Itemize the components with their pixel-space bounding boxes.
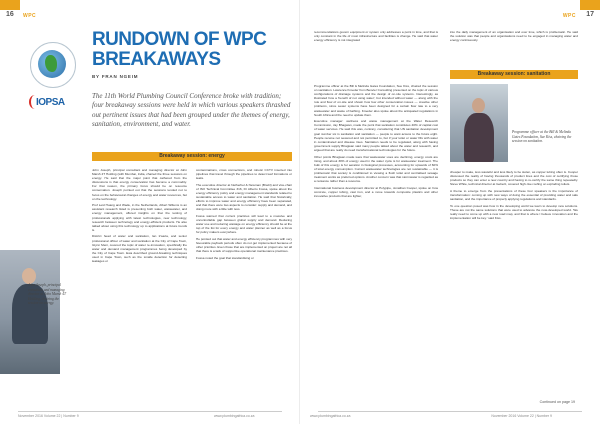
article-title	[92, 30, 292, 79]
section-header-sanitation-label: Breakaway session: sanitation	[477, 71, 551, 77]
paragraph: Executive manager: wellness and waste management at the Water Research Commission, Jay Bhagwan, made the point that sanitation constitutes 40% of capital cost of water services. He said this was, contrary, considering that UN sanitation development goal number six is sanitation and sanitation — people to want access to the future eight. People receive not sewered and not permitted to, but if your toilet or water fills with water in contaminated and disease rises. Sanitation needs to be regulated, along with having government supply Bhagwan said many people talked about the water and research, and argued that are really do need transformational technologies for the future.	[314, 119, 438, 152]
page-number-left: 16	[6, 11, 14, 18]
footer-rule-left	[18, 411, 282, 412]
right-column-1	[314, 84, 438, 200]
iopsa-logo-text: IOPSA	[36, 97, 65, 108]
right-top-column-2	[450, 30, 578, 45]
paragraph: contaminations, cross connections, and robotic CCTV inserted into pipelines that travel through the pipelines to detect leaf formations or leaks.	[196, 168, 292, 181]
page-tab-right	[580, 0, 600, 10]
photo-caption-right: Programme officer at the Bill & Melinda Gates Foundation, Sue Kiss, chairing the session on sanitation.	[512, 130, 572, 144]
section-header-sanitation	[450, 70, 578, 79]
continued-note: Continued on page 19	[539, 400, 575, 404]
page-number-right: 17	[586, 11, 594, 18]
photo-sue-kiss	[450, 84, 508, 162]
intro-paragraph: The 11th World Plumbing Council Conference broke with tradition; four breakaway sessions were held in which various speakers thrashed out pertinent issues that had been grouped under the themes of energy, sanitation, environment, and water.	[92, 92, 291, 128]
paragraph: cheaper to make, less wasteful and less likely to be stolen, as copper tubing often is. Cooper discussed the reality of having thousands of product lines and the cost of certifying those products so they can enter a new country and having to re-certify the same thing repeatedly. Steve White, technical director at Geberit, covered high-rise roofing on exploding toilets.	[450, 170, 578, 187]
person-body-icon	[464, 113, 494, 162]
section-tag-left: WPC	[23, 13, 37, 19]
website-url-right[interactable]: www.plumbingafrica.co.za	[310, 414, 351, 418]
title-line-2: BREAKAWAYS	[92, 49, 221, 70]
paragraph: District head of water and sanitation, Ian Irwaza, and senior professional officer of water and sanitation at the City of Cape Town, Glynn Meni, covered the topic of water re-innovation, specifically the water and demand management programmes being developed by the City of Cape Town. Ewa described ground-breaking techniques used in Cape Town, such as the smalle detection for detecting leakages or	[92, 234, 187, 263]
paragraph: recommendations govern equipment or system only addresses a point in time, and that is only constant in the life of most infrastructure and facilities is change. He said that water energy efficiency is not integrated	[314, 30, 438, 43]
paragraph: into the daily management of an organisation and over time, which is problematic. He said the solution was that people and organisations need to be engaged in managing water and energy continuously.	[450, 30, 578, 43]
paragraph: Programme officer at the Bill & Melinda Gates Foundation, Sue Kiss, chaired the session on sanitation. Lawrence Kroeder from Besvier Consulting presented on the topic of various configurations of drainage systems and the design of on-site systems. Interestingly, as illustrated how a 'benefit of not using water', but intended without water — along with the role and flow of on-site and shown how few other conservation issues — creative other problems, since sewer systems have been designed for a certain flow rate to a very wastewater and waste of bathing. Kroeder also spoke about the antiquated regulations in South Africa and the need to update them.	[314, 84, 438, 117]
paragraph: Prof Leid Huang and Wade, in the Netherlands, Albert Willems is an assistant research listed is presenting both water, wastewater, and energy management, offered insights on that the testing of professionals applying with latest technologies, new technology, research between technology and energy-efficient products. He also talked about using this technology up to applications at future trends is.	[92, 203, 187, 232]
paragraph: John Joseph, principal consultant and managing director at John Marsh 4T Holding (with Mumbai, India, chaired the three sessions on energy. He said that the major point that cathered from the discussions is that energy conservation has become a commodity. For that reason, the primary focus should be on resource conservation. Joseph pointed out that the sessions tended not to focus on the behavioural changes of energy and water resources, but on the technology.	[92, 168, 187, 201]
world-plumbing-council-seal-icon	[30, 42, 76, 88]
person-head-icon	[22, 268, 36, 284]
right-top-column-1	[314, 30, 438, 45]
paragraph: He pointed out that water and energy efficiency programmes with very favourable payback periods often do not get implemented because of other priorities. Even those that are implemented on project are not all that there is a lack of supportive operational maintenance practices.	[196, 236, 292, 254]
paragraph: International business development director at Polypipe, Jonathan Cooper, spoke on how concrete, copper tubing, cast iron, and a move towards composite plastics and other innovative products that are lighter,	[314, 185, 438, 198]
paragraph: Fossa warned that current practices will lead to a massive and uncontrollable gap between global supply and demand. Reducing water use and reducing wastage on energy efficiency should be at the top of the list for every energy and water planner as well as a focus for policy makers everywhere.	[196, 213, 292, 235]
section-header-energy	[92, 152, 292, 161]
issue-info-right: November 2016 Volume 22 | Number 9	[491, 414, 552, 418]
photo-caption-left: John Joseph, principal consultant and managing director at John Marsh 4T Holding, chairing the session on energy.	[28, 283, 66, 306]
section-tag-right: WPC	[562, 13, 576, 19]
byline: BY FRAN NGEIM	[92, 74, 139, 79]
logo-block	[28, 42, 78, 122]
issue-info-left: November 2016 Volume 22 | Number 9	[18, 414, 79, 418]
left-column-1	[92, 168, 187, 266]
footer-rule-right	[318, 411, 582, 412]
title-line-1: RUNDOWN OF WPC	[92, 29, 267, 50]
photo-john-joseph	[0, 250, 60, 374]
person-head-icon	[472, 98, 485, 113]
right-page	[300, 0, 600, 424]
africa-icon	[45, 55, 57, 72]
page-tab-left	[0, 0, 20, 10]
iopsa-logo	[28, 94, 78, 114]
section-header-energy-label: Breakaway session: energy	[159, 153, 225, 159]
website-url-left[interactable]: www.plumbingafrica.co.za	[214, 414, 255, 418]
left-column-2	[196, 168, 292, 262]
paragraph: A theme to emerge from the presentations of these four speakers is the importance of transformation: coming up with new ways of doing the essential of providing water and safe sanitation, and the importance of properly applying regulations and standards.	[450, 188, 578, 202]
paragraph: The executive director at Netherbel & Newman (Brazil) and vice-chair of ISO Technical Committee 316, Dr Alberto Fossa, spoke about the energy efficiency policy and energy management standards related to sustainable access to water and sanitation. He said that historically, efforts to improve water and energy efficiency have been separated, and that there were two aspects to consider: supply and demand, and doing more with a little with less.	[196, 182, 292, 212]
right-column-2	[450, 170, 578, 223]
paragraph: To one question posed was how in the developing world we learn to develop new solutions. These are not the same solutions that were used to advance the now-developed world. 'We really need to come up with a new road map, and that is where I believe innovation and the implementation will be key.' said Kiss.	[450, 203, 578, 220]
paragraph: Fossa noted the goal that standardising or	[196, 255, 254, 260]
paragraph: Other points Bhagwan made were that wastewater uses are declining, energy costs are rising, and about 30% of energy used in the water cycle is for wastewater treatment. The bulk of this energy is for aeration in biological processes, accounting for upwards of 60% of total energy consumption. Current wastewater technologies are not sustainable — it is problematic that society is conditioned to viewing a flush toilet and centralised sewage treatment works as preferred options. Another concern was that stormwater is regarded as a nuisance rather than a resource.	[314, 154, 438, 184]
